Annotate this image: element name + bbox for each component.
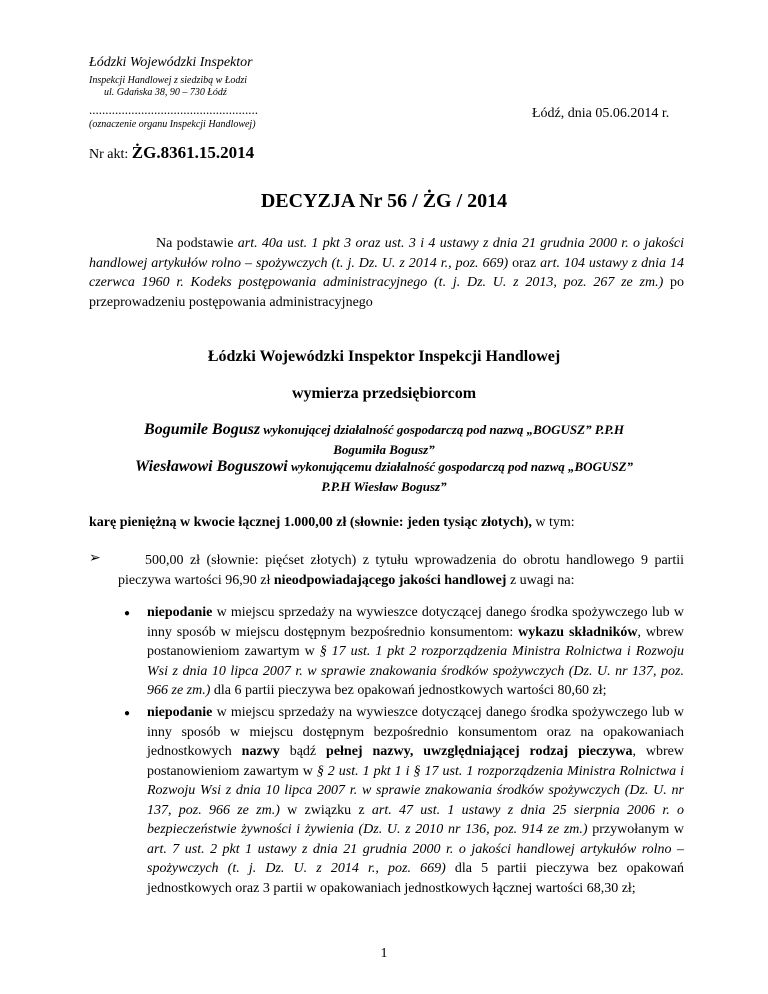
intro-text: oraz (508, 255, 541, 271)
bullet-text: w miejscu sprzedaży na wywieszce dotyczącej danego środka spożywczego lub w inny sposób w miejscu dostępnym bezpośrednio konsumentom: (147, 605, 684, 640)
bullet-bold: wykazu składników (518, 624, 638, 640)
legal-basis-paragraph (89, 234, 684, 312)
bullet-text: dla 5 partii pieczywa bez opakowań jednostkowych oraz 3 partii w opakowaniach jednostkowych łącznej wartości 68,30 zł; (147, 861, 684, 896)
case-reference-value: ŻG.8361.15.2014 (131, 143, 255, 162)
bullet-text: w związku z (279, 802, 372, 818)
reason-bullet-2 (147, 703, 684, 898)
authority-heading: Łódzki Wojewódzki Inspektor Inspekcji Handlowej (207, 348, 561, 365)
party-1 (0, 421, 768, 439)
issuer-title: Łódzki Wojewódzki Inspektor (89, 55, 253, 70)
intro-citation-1: art. 40a ust. 1 pkt 3 oraz ust. 3 i 4 ustawy z dnia 21 grudnia 2000 r. o jakości handlowej artykułów rolno – spożywczych (t. j. Dz. U. z 2014 r., poz. 669) (89, 236, 684, 271)
bullet-citation: art. 7 ust. 2 pkt 1 ustawy z dnia 21 grudnia 2000 r. o jakości handlowej artykułów rolno – spożywczych (t. j. Dz. U. z 2014 r., poz. 669) (147, 841, 684, 876)
bullet-dot-icon: ● (124, 608, 131, 619)
penalty-line (89, 515, 575, 531)
intro-citation-2: art. 104 ustawy z dnia 14 czerwca 1960 r. Kodeks postępowania administracyjnego (t. j. Dz. U. z 2013, poz. 267 ze zm.) (89, 255, 684, 290)
bullet-bold: nazwy (241, 744, 280, 759)
bullet-bold: niepodanie (147, 705, 213, 720)
dots-caption: (oznaczenie organu Inspekcji Handlowej) (89, 119, 256, 130)
item-emphasis: nieodpowiadającego jakości handlowej (273, 572, 507, 588)
signature-dots: .................................................... (89, 102, 258, 117)
party-2-name: Wiesławowi Boguszowi (134, 458, 288, 475)
item-text: 500,00 zł (słownie: pięćset złotych) z tytułu wprowadzenia do obrotu handlowego 9 partii pieczywa wartości 96,90 zł (118, 553, 684, 588)
bullet-citation: art. 47 ust. 1 ustawy z dnia 25 sierpnia 2006 r. o bezpieczeństwie żywności i żywienia (Dz. U. z 2010 nr 136, poz. 914 ze zm.) (147, 802, 684, 837)
case-reference-label: Nr akt: (89, 147, 132, 162)
bullet-bold: pełnej nazwy, uwzględniającej rodzaj pieczywa (326, 744, 633, 759)
penalty-item-1 (118, 551, 684, 590)
item-text: z uwagi na: (506, 572, 575, 588)
bullet-dot-icon: ● (124, 708, 131, 719)
bullet-bold: niepodanie (147, 605, 213, 620)
issuer-address-line2: ul. Gdańska 38, 90 – 730 Łódź (104, 87, 227, 98)
bullet-citation: § 2 ust. 1 pkt 1 i § 17 ust. 1 rozporządzenia Ministra Rolnictwa i Rozwoju Wsi z dnia 10 lipca 2007 r. w sprawie znakowania środków spożywczych (Dz. U. nr 137, poz. 966 ze zm.) (147, 763, 684, 818)
party-2-description: wykonującemu działalność gospodarczą pod nazwą „BOGUSZ” (287, 459, 634, 474)
place-date: Łódź, dnia 05.06.2014 r. (532, 106, 670, 121)
bullet-text: bądź (279, 744, 327, 759)
intro-text: po przeprowadzeniu postępowania administracyjnego (89, 275, 684, 310)
arrow-bullet-icon: ➢ (89, 551, 101, 566)
bullet-text: w miejscu sprzedaży na wywieszce dotyczącej danego środka spożywczego lub w inny sposób w miejscu dostępnym bezpośrednio konsumentom oraz na opakowaniach jednostkowych (147, 705, 684, 759)
bullet-text: , wbrew postanowieniom zawartym w (147, 624, 684, 659)
decision-title: DECYZJA Nr 56 / ŻG / 2014 (260, 190, 508, 212)
intro-text: Na podstawie (156, 236, 238, 251)
bullet-text: , wbrew postanowieniom zawartym w (147, 744, 684, 779)
bullet-text: przywołanym w (587, 822, 684, 837)
issuer-address-line1: Inspekcji Handlowej z siedzibą w Łodzi (89, 75, 248, 86)
case-reference (89, 143, 254, 163)
party-2-continuation: P.P.H Wiesław Bogusz” (321, 479, 447, 494)
party-1-name: Bogumile Bogusz (144, 421, 261, 438)
party-1-description: wykonującej działalność gospodarczą pod nazwą „BOGUSZ” P.P.H (260, 422, 624, 437)
bullet-text: dla 6 partii pieczywa bez opakowań jednostkowych wartości 80,60 zł; (210, 683, 607, 698)
penalty-suffix: w tym: (531, 515, 575, 530)
page-number: 1 (380, 946, 388, 961)
bullet-citation: § 17 ust. 1 pkt 2 rozporządzenia Ministra Rolnictwa i Rozwoju Wsi z dnia 10 lipca 2007 r. w sprawie znakowania środków spożywczych (Dz. U. nr 137, poz. 966 ze zm.) (147, 644, 684, 698)
party-2 (0, 458, 768, 476)
reason-bullet-1 (147, 603, 684, 701)
imposes-heading: wymierza przedsiębiorcom (291, 385, 477, 402)
penalty-amount: karę pieniężną w kwocie łącznej 1.000,00 zł (słownie: jeden tysiąc złotych), (89, 515, 532, 530)
party-1-continuation: Bogumiła Bogusz” (333, 442, 435, 457)
